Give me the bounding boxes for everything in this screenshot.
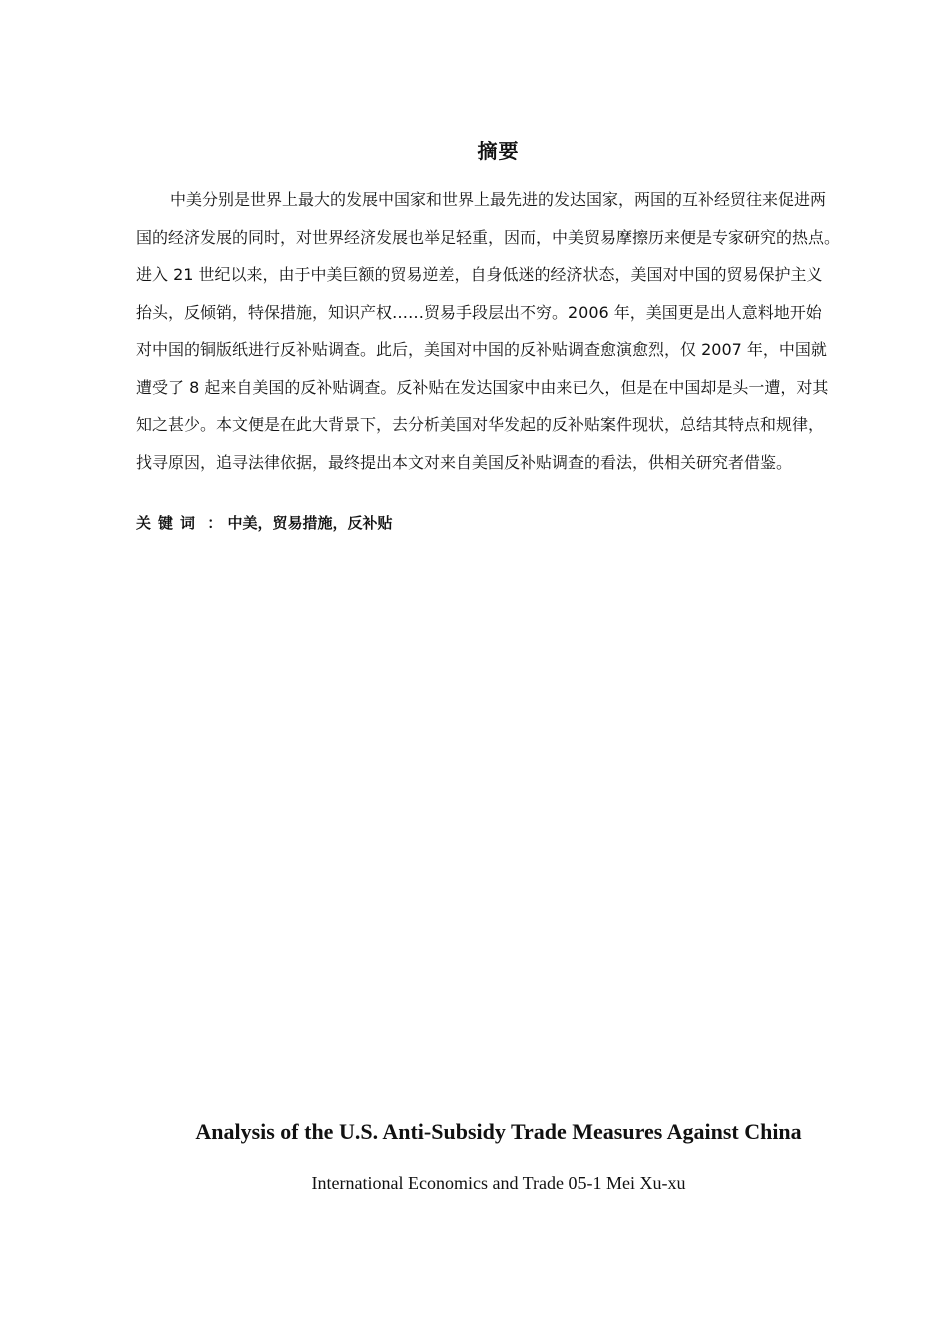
abstract-line: 对中国的铜版纸进行反补贴调查。此后，美国对中国的反补贴调查愈演愈烈，仅 2007 年，中国就	[136, 340, 827, 359]
abstract-line: 进入 21 世纪以来，由于中美巨额的贸易逆差，自身低迷的经济状态，美国对中国的贸易保护主义	[136, 265, 823, 284]
keywords	[136, 510, 393, 536]
abstract-title: 摘要	[477, 139, 520, 163]
abstract-line: 中美分别是世界上最大的发展中国家和世界上最先进的发达国家，两国的互补经贸往来促进两	[170, 190, 827, 209]
abstract-line: 抬头，反倾销，特保措施，知识产权……贸易手段层出不穷。2006 年，美国更是出人意料地开始	[136, 302, 822, 322]
english-title: Analysis of the U.S. Anti-Subsidy Trade Measures Against China	[195, 1119, 802, 1144]
abstract-line: 遭受了 8 起来自美国的反补贴调查。反补贴在发达国家中由来已久，但是在中国却是头一遭，对其	[136, 377, 829, 397]
abstract-body	[136, 185, 871, 485]
english-author: International Economics and Trade 05-1 Mei Xu-xu	[311, 1173, 686, 1193]
keywords-value: 中美，贸易措施，反补贴	[227, 514, 393, 532]
abstract-line: 找寻原因，追寻法律依据，最终提出本文对来自美国反补贴调查的看法，供相关研究者借鉴。	[136, 452, 793, 472]
abstract-line: 国的经济发展的同时，对世界经济发展也举足轻重，因而，中美贸易摩擦历来便是专家研究的热点。	[136, 227, 841, 247]
keywords-label: 关键词	[136, 514, 203, 532]
abstract-line: 知之甚少。本文便是在此大背景下，去分析美国对华发起的反补贴案件现状，总结其特点和规律，	[136, 415, 825, 434]
keywords-separator: ：	[207, 514, 223, 532]
